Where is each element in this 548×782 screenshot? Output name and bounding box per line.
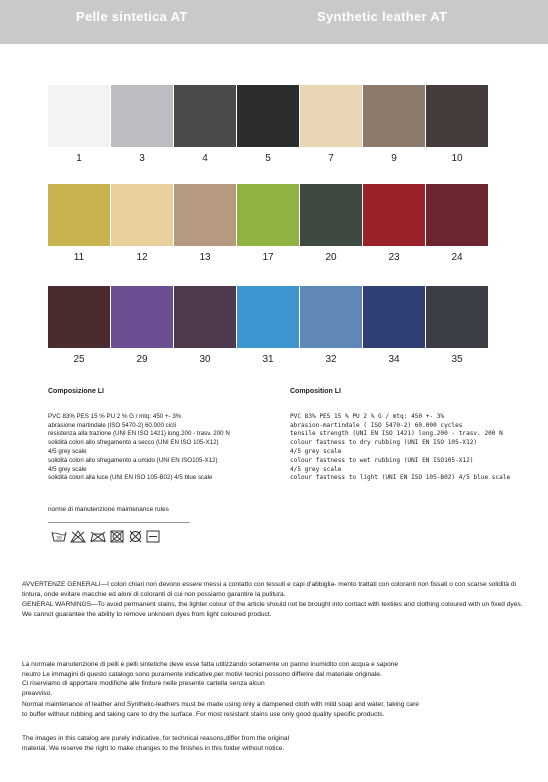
swatch-code: 31	[262, 354, 274, 365]
swatch-code: 24	[451, 252, 463, 263]
swatch-code: 7	[328, 153, 334, 164]
composition-heading: Composizione LI	[48, 388, 104, 395]
line-dry-icon	[146, 530, 160, 544]
composition-line: colour fastness to light (UNI EN ISO 105-B02) 4/5 blue scale	[290, 474, 511, 482]
composition-line: PVC 83% PES 15 % PU 2 % G / mtq: 450 +- 3%	[290, 412, 445, 420]
composition-line: resistenza alla trazione (UNI EN ISO 1421) long.200 - trasv. 200 N	[48, 430, 230, 438]
swatch-1	[48, 85, 110, 147]
swatch-17	[237, 184, 299, 246]
swatch-code: 32	[325, 354, 337, 365]
swatch-11	[48, 184, 110, 246]
swatch-code: 3	[139, 153, 145, 164]
swatch-code: 4	[202, 153, 208, 164]
swatch-code: 29	[136, 354, 148, 365]
swatch-code: 30	[199, 354, 211, 365]
swatch-12	[111, 184, 173, 246]
composition-line: solidità colori allo sfregamento a secco (UNI EN ISO 105-X12)	[48, 439, 219, 447]
swatch-34	[363, 286, 425, 348]
no-dry-clean-icon	[128, 530, 143, 544]
composition-line: 4/5 grey scale	[48, 465, 87, 473]
composition-line: PVC 83% PES 15 % PU 2 % G / mtq: 450 +- 3%	[48, 412, 182, 420]
composition-italian	[48, 388, 298, 483]
swatch-code: 9	[391, 153, 397, 164]
title-italian: Pelle sintetica AT	[76, 9, 188, 24]
swatch-20	[300, 184, 362, 246]
svg-text:30: 30	[56, 536, 62, 542]
warning-italian: AVVERTENZE GENERALI—I colori chiari non devono essere messi a contatto con tessuti e capi d'abbiglia- mento trattati con coloranti non fissati o con scarse solidità di tintura, onde evitare macchie ed aloni di coloranti di cui non possiamo garantire la pulitura.	[22, 581, 516, 598]
swatch-code: 11	[73, 252, 85, 263]
wash-30-icon	[51, 530, 67, 544]
swatch-23	[363, 184, 425, 246]
swatch-29	[111, 286, 173, 348]
disclaimer-line: material. We reserve the right to make changes to the finishes in this folder without notice.	[22, 744, 285, 752]
swatch-3	[111, 85, 173, 147]
swatch-code: 10	[451, 153, 463, 164]
composition-line: 4/5 grey scale	[290, 465, 342, 473]
title-english: Synthetic leather AT	[317, 9, 448, 24]
swatch-35	[426, 286, 488, 348]
maintenance-italian	[22, 660, 527, 698]
disclaimer-line: The images in this catalog are purely indicative, for technical reasons,differ from the original	[22, 735, 290, 742]
care-icons	[51, 530, 160, 544]
disclaimer-english	[22, 734, 527, 753]
composition-line: 4/5 grey scale	[290, 447, 342, 455]
divider	[48, 522, 190, 523]
swatch-code: 20	[325, 252, 337, 263]
swatch-9	[363, 85, 425, 147]
maintenance-line: preavviso.	[22, 689, 53, 697]
composition-line: abrasion-martindale ( ISO 5470-2) 60.000 cycles	[290, 421, 463, 429]
maintenance-english	[22, 700, 527, 719]
composition-line: abrasione martindale (ISO 5470-2) 60.000 cicli	[48, 421, 176, 429]
care-label: norme di manutenzione maintenance rules	[48, 506, 169, 513]
swatch-30	[174, 286, 236, 348]
no-iron-icon	[89, 530, 107, 544]
no-tumble-dry-icon	[110, 530, 125, 544]
swatch-5	[237, 85, 299, 147]
maintenance-line: Ci riserviamo di apportare modifiche alle finiture nelle presente cartella senza alcun	[22, 680, 265, 688]
swatch-code: 34	[388, 354, 400, 365]
swatch-7	[300, 85, 362, 147]
swatch-31	[237, 286, 299, 348]
composition-line: tensile strength (UNI EN ISO 1421) long.200 - trasv. 200 N	[290, 430, 503, 438]
composition-heading: Composition LI	[290, 388, 341, 395]
swatch-code: 5	[265, 153, 271, 164]
swatch-code: 1	[76, 153, 82, 164]
swatch-32	[300, 286, 362, 348]
swatch-24	[426, 184, 488, 246]
swatch-4	[174, 85, 236, 147]
swatch-25	[48, 286, 110, 348]
composition-line: colour fastness to wet rubbing (UNI EN ISO105-X12)	[290, 456, 474, 464]
maintenance-line: to buffer without rubbing and taking care to dry the surface. For most resistant stains use only good quality specific products.	[22, 710, 385, 718]
swatch-code: 25	[73, 354, 85, 365]
swatch-code: 35	[451, 354, 463, 365]
composition-line: solidità colori alla luce (UNI EN ISO 105-B02) 4/5 blue scale	[48, 474, 213, 482]
composition-english	[290, 388, 540, 483]
composition-line: colour fastness to dry rubbing (UNI EN ISO 105-X12)	[290, 439, 478, 447]
swatch-code: 12	[136, 252, 148, 263]
swatch-10	[426, 85, 488, 147]
maintenance-line: neutro Le immagini di questo catalogo sono puramente indicative,per motivi tecnici possono differire dal materiale originale.	[22, 670, 382, 678]
swatch-code: 23	[388, 252, 400, 263]
maintenance-line: La normale manutenzione di pelli e pelli sintetiche deve esse fatta utilizzando solamente un panno inumidito con acqua e sapone	[22, 661, 399, 668]
header-bar	[0, 0, 548, 44]
no-bleach-icon	[70, 530, 86, 544]
swatch-13	[174, 184, 236, 246]
composition-line: solidità colori allo sfregamento a umido (UNI EN ISO105-X12)	[48, 456, 218, 464]
warning-english: GENERAL WARNINGS—To avoid permanent stains, the lighter colour of the article should not be brought into contact with textiles and clothing coloured with un fixed dyes. We cannot guarantee the ability to remove unknown dyes from light coloured product.	[22, 601, 523, 618]
composition-line: 4/5 grey scale	[48, 447, 87, 455]
maintenance-line: Normal maintenance of leather and Synthetic-leathers must be made using only a dampened cloth with mild soap and water, taking care	[22, 701, 419, 708]
swatch-code: 13	[199, 252, 211, 263]
swatch-code: 17	[262, 252, 274, 263]
